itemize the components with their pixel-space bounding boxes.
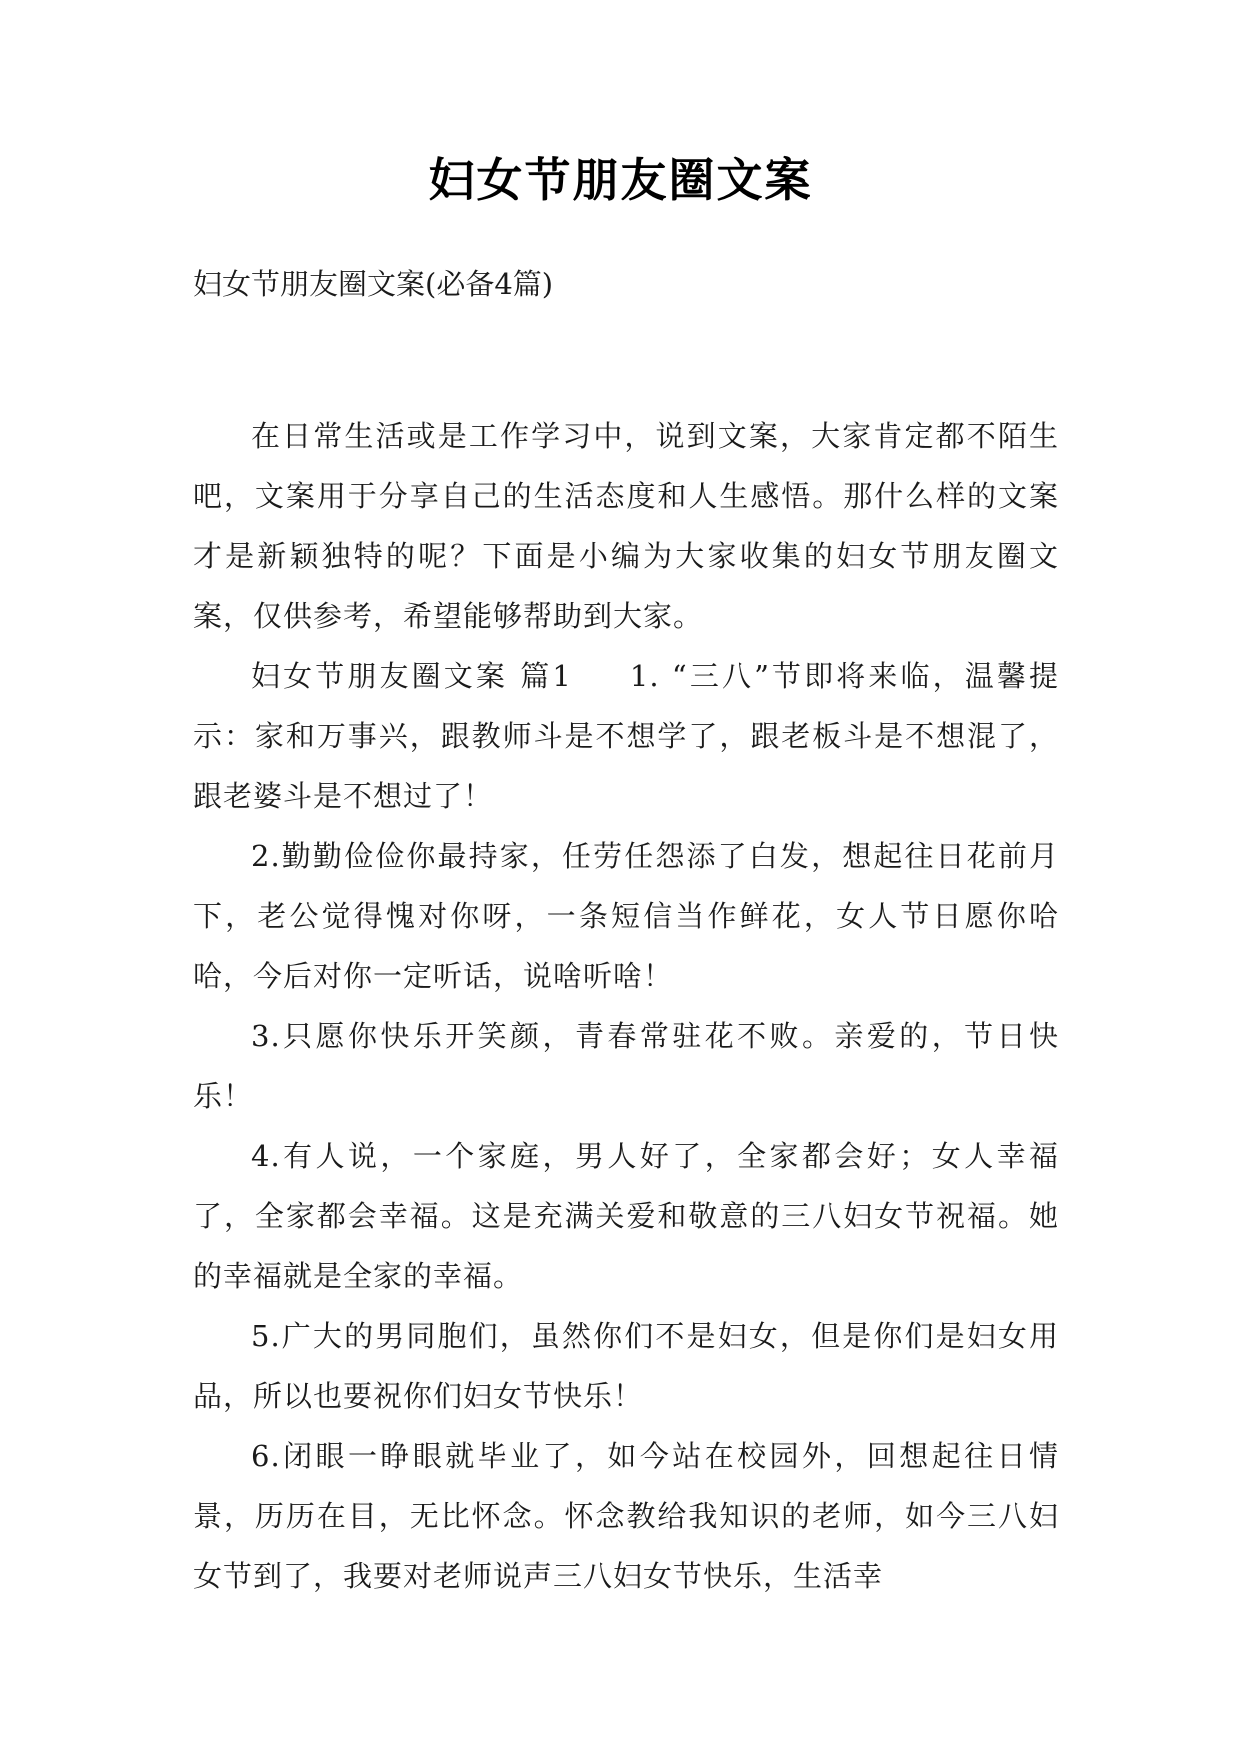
list-item-4: 4.有人说，一个家庭，男人好了，全家都会好；女人幸福了，全家都会幸福。这是充满关爱和敬意的三八妇女节祝福。她的幸福就是全家的幸福。 <box>193 1139 1059 1293</box>
intro-paragraph: 在日常生活或是工作学习中，说到文案，大家肯定都不陌生吧，文案用于分享自己的生活态度和人生感悟。那什么样的文案才是新颖独特的呢？下面是小编为大家收集的妇女节朋友圈文案，仅供参考，希望能够帮助到大家。 <box>193 419 1059 633</box>
section-1-paragraph <box>193 646 1059 826</box>
document-body <box>193 406 1059 1606</box>
document-subtitle: 妇女节朋友圈文案(必备4篇) <box>193 267 554 301</box>
document-title: 妇女节朋友圈文案 <box>428 153 813 207</box>
section-label: 妇女节朋友圈文案 篇1 <box>251 659 572 693</box>
list-item-6: 6.闭眼一睁眼就毕业了，如今站在校园外，回想起往日情景，历历在目，无比怀念。怀念教给我知识的老师，如今三八妇女节到了，我要对老师说声三八妇女节快乐，生活幸 <box>193 1439 1059 1593</box>
list-item-2: 2.勤勤俭俭你最持家，任劳任怨添了白发，想起往日花前月下，老公觉得愧对你呀，一条短信当作鲜花，女人节日愿你哈哈，今后对你一定听话，说啥听啥！ <box>193 839 1059 993</box>
list-item-1: 1. “三八”节即将来临，温馨提示：家和万事兴，跟教师斗是不想学了，跟老板斗是不想混了，跟老婆斗是不想过了！ <box>193 659 1060 813</box>
list-item-5: 5.广大的男同胞们，虽然你们不是妇女，但是你们是妇女用品，所以也要祝你们妇女节快乐！ <box>193 1319 1059 1413</box>
list-item-3: 3.只愿你快乐开笑颜，青春常驻花不败。亲爱的，节日快乐！ <box>193 1019 1059 1113</box>
